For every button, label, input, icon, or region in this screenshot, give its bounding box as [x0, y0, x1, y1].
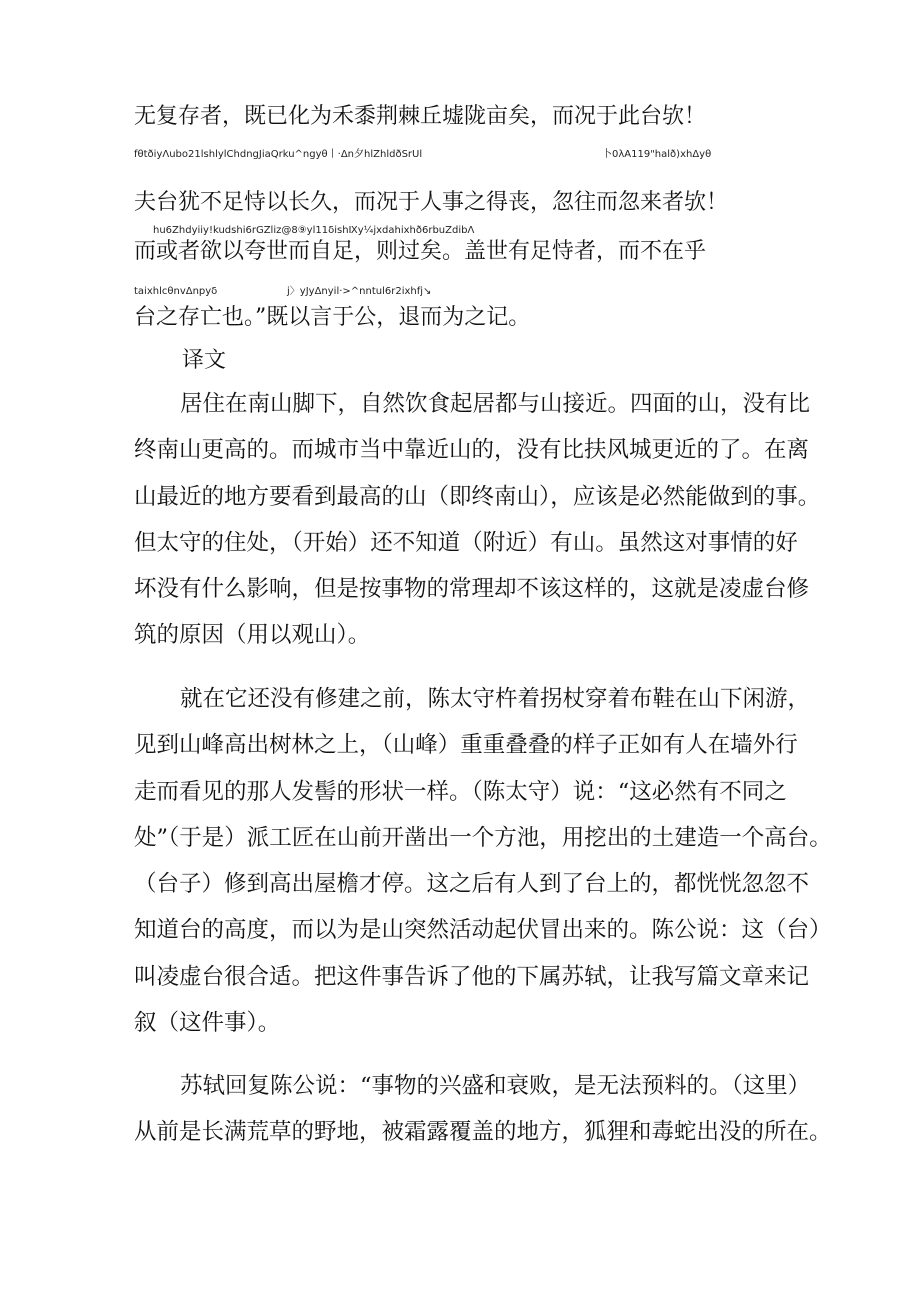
paragraph-line: 就在它还没有修建之前，陈太守杵着拐杖穿着布鞋在山下闲游，	[180, 686, 811, 712]
garbled-annotation-3: hu6Zhdyiiy!kudshi6rGZliz@8⑨yl11δishⅨy¼jxdahixhð6rbuZdibΛ	[153, 225, 475, 236]
paragraph-line: 坏没有什么影响，但是按事物的常理却不该这样的，这就是凌虚台修	[134, 576, 810, 603]
paragraph-line: 叙（这件事）。	[134, 1010, 281, 1037]
paragraph-line: 但太守的住处，（开始）还不知道（附近）有山。虽然这对事情的好	[134, 529, 798, 556]
paragraph-line: 叫凌虚台很合适。把这件事告诉了他的下属苏轼，让我写篇文章来记	[134, 963, 810, 990]
paragraph-line: 筑的原因（用以观山）。	[134, 622, 371, 649]
paragraph-line: 知道台的高度，而以为是山突然活动起伏冒出来的。陈公说：这（台）	[134, 917, 832, 944]
paragraph-line: 苏轼回复陈公说：“事物的兴盛和衰败，是无法预料的。（这里）	[180, 1073, 811, 1099]
original-line-4: 台之存亡也。”既以言于公，退而为之记。	[134, 305, 531, 330]
translation-heading: 译文	[182, 348, 227, 373]
translation-paragraph-3	[134, 1063, 832, 1156]
garbled-annotation-1: fθtðiyΛubo21lshlylChdngJiaQrku^ngyθ丨·Δn夕hlZhldðSrUl	[134, 149, 423, 160]
original-line-3: 而或者欲以夸世而自足，则过矣。盖世有足恃者，而不在乎	[134, 239, 707, 264]
garbled-annotation-5: j〉yJyΔnyil·>^nntul6r2ixhfj↘	[287, 286, 432, 297]
garbled-annotation-4: taixhlcθnvΔnpyδ	[134, 286, 218, 297]
paragraph-line: 见到山峰高出树林之上，（山峰）重重叠叠的样子正如有人在墙外行	[134, 732, 798, 759]
paragraph-line: 终南山更高的。而城市当中靠近山的，没有比扶风城更近的了。在离	[134, 437, 810, 464]
paragraph-line: 山最近的地方要看到最高的山（即终南山），应该是必然能做到的事。	[134, 483, 821, 510]
original-line-1: 无复存者，既已化为禾黍荆棘丘墟陇亩矣，而况于此台欤！	[134, 104, 707, 129]
paragraph-line: 走而看见的那人发髻的形状一样。（陈太守）说：“这必然有不同之	[134, 778, 787, 805]
translation-paragraph-2	[134, 676, 832, 1046]
translation-paragraph-1	[134, 381, 821, 659]
paragraph-line: 从前是长满荒草的野地，被霜露覆盖的地方，狐狸和毒蛇出没的所在。	[134, 1119, 832, 1146]
garbled-annotation-2: 卜0λA119"halð)xhΔyθ	[602, 149, 712, 160]
paragraph-line: （台子）修到高出屋檐才停。这之后有人到了台上的，都恍恍忽忽不	[134, 871, 810, 898]
original-line-2: 夫台犹不足恃以长久，而况于人事之得丧，忽往而忽来者欤！	[134, 190, 729, 215]
paragraph-line: 居住在南山脚下，自然饮食起居都与山接近。四面的山，没有比	[180, 391, 811, 417]
paragraph-line: 处”（于是）派工匠在山前开凿出一个方池，用挖出的土建造一个高台。	[134, 824, 832, 851]
